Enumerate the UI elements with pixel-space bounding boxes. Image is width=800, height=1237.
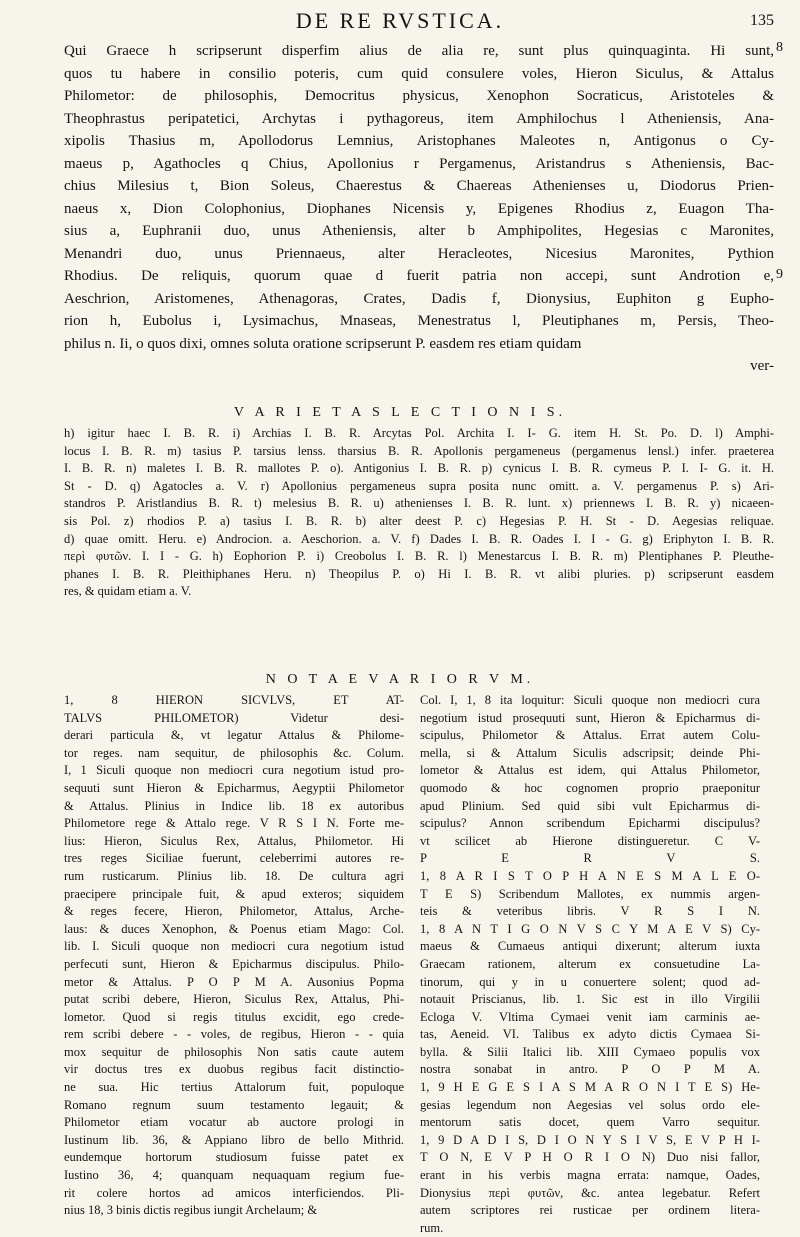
text-line: metor & Attalus. P O P M A. Ausonius Popma bbox=[64, 974, 404, 989]
notes-heading: N O T A E V A R I O R V M. bbox=[265, 672, 535, 687]
text-line: 1, 9 H E G E S I A S M A R O N I T E S) He- bbox=[420, 1080, 760, 1095]
margin-line-number: 8 bbox=[776, 40, 783, 55]
text-line: tinorum, qui y in u conuertere solent; quod ad- bbox=[420, 974, 760, 989]
text-line: rum. bbox=[420, 1220, 444, 1235]
text-line: P E R V S. bbox=[420, 851, 760, 866]
text-line: h) igitur haec I. B. R. i) Archias I. B. R. Arcytas Pol. Archita I. I- G. item H. St. Po. D. l) Amphi- bbox=[64, 426, 774, 440]
text-line: sis Pol. z) rhodios P. a) tasius I. B. R. b) alter deest P. c) Hegesias P. H. St - D. Aegesias reliquae. bbox=[64, 513, 774, 528]
text-line: chius Milesius t, Bion Soleus, Chaerestus & Chaereas Athenienses u, Diodorus Prien- bbox=[64, 178, 774, 194]
text-line: laus: & duces Xenophon, & Poenus etiam Mago: Col. bbox=[64, 921, 404, 936]
text-line: I, 1 Siculi quoque non mediocri cura negotium istud pro- bbox=[64, 763, 404, 778]
text-line: Philometore rege & Attalo rege. V R S I N. Forte me- bbox=[64, 816, 404, 831]
text-line: rit colere hortos ad amicos interficiendos. Pli- bbox=[64, 1185, 404, 1200]
text-line: bylla. & Silii Italici lib. XIII Cymaeo populis vox bbox=[420, 1044, 760, 1059]
text-line: 1, 8 HIERON SICVLVS, ET AT- bbox=[64, 693, 404, 707]
text-line: Ecloga V. Vltima Cymaei venit iam carminis ae- bbox=[420, 1009, 760, 1024]
text-line: lib. I. Siculi quoque non mediocri cura negotium istud bbox=[64, 939, 404, 954]
catchword: ver- bbox=[750, 358, 774, 374]
notes-column-right bbox=[420, 692, 760, 1237]
page-number: 135 bbox=[750, 12, 774, 29]
text-line: xipolis Thasius m, Apollodorus Lemnius, Aristophanes Maleotes n, Antigonus o Cy- bbox=[64, 133, 774, 149]
text-line: T O N, E V P H O R I O N) Duo nisi fallor, bbox=[420, 1150, 760, 1165]
text-line: περὶ φυτῶν. I. I - G. h) Eophorion P. i) Creobolus I. B. R. l) Menestarcus I. B. R. m) Plentiphanes P. Pleuthe- bbox=[64, 549, 774, 564]
text-line: mentorum satis docet, quem Varro sequitur. bbox=[420, 1115, 760, 1130]
text-line: tor reges. nam sequitur, de philosophis &c. Colum. bbox=[64, 745, 404, 760]
text-line: T E S) Scribendum Mallotes, ex nummis argen- bbox=[420, 886, 760, 901]
text-line: phanes I. B. R. Pleithiphanes Heru. n) Theopilus P. o) Hi I. B. R. vt alibi pluries. p) scripserunt easdem bbox=[64, 566, 774, 581]
text-line: sius a, Euphranii duo, unus Atheniensis, alter b Amphipolites, Hegesias c Maronites, bbox=[64, 223, 774, 239]
text-line: lius: Hieron, Siculus Rex, Attalus, Philometor. Hi bbox=[64, 833, 404, 848]
text-line: autem scriptores rei rusticae per ordinem litera- bbox=[420, 1203, 760, 1218]
text-line: lometor. Quod si regis titulus excidit, ego crede- bbox=[64, 1009, 404, 1024]
text-line: 1, 9 D A D I S, D I O N Y S I V S, E V P H I- bbox=[420, 1132, 760, 1147]
text-line: Graecam rationem, alterum ex consuetudine La- bbox=[420, 956, 760, 971]
text-line: gesias legendum non Aegesias vel solus ordo ele- bbox=[420, 1097, 760, 1112]
text-line: ne sua. Hic tertius Attalorum fuit, populoque bbox=[64, 1080, 404, 1095]
text-line: Aeschrion, Aristomenes, Athenagoras, Crates, Dadis f, Dionysius, Euphiton g Eupho- bbox=[64, 290, 774, 307]
text-line: Romano regnum suum testamento legauit; & bbox=[64, 1097, 404, 1112]
running-title: DE RE RVSTICA. bbox=[295, 8, 505, 33]
text-line: nostra sonabat in antro. P O P M A. bbox=[420, 1062, 760, 1077]
text-line: scipulus, Philometor & Attalus. Errat autem Colu- bbox=[420, 728, 760, 743]
text-line: notauit Priscianus, lib. 1. Sic est in illo Virgilii bbox=[420, 992, 760, 1007]
text-line: Theophrastus peripatetici, Archytas i pythagoreus, item Amphilochus l Atheniensis, Ana- bbox=[64, 110, 774, 127]
text-line: philus n. Ii, o quos dixi, omnes soluta oratione scripserunt P. easdem res etiam quidam bbox=[64, 335, 582, 352]
text-line: locus I. B. R. m) tasius P. tarsius lenss. tharsius B. R. Apollonis pergameneus (pergamenus lensl.) infer. praeterea bbox=[64, 443, 774, 458]
text-line: nius 18, 3 binis dictis regibus iungit Archelaum; & bbox=[64, 1203, 318, 1218]
text-line: Iustino 36, 4; quanquam nequaquam regium fue- bbox=[64, 1168, 404, 1183]
text-line: mella, si & Attalum Siculis adscripsit; deinde Phi- bbox=[420, 745, 760, 760]
text-line: maeus p, Agathocles q Chius, Apollonius r Pergamenus, Aristandrus s Atheniensis, Bac- bbox=[64, 155, 774, 172]
text-line: & reges fecere, Hieron, Philometor, Attalus, Arche- bbox=[64, 904, 404, 919]
text-line: putat scribi debere, Hieron, Siculus Rex, Attalus, Phi- bbox=[64, 992, 404, 1007]
text-line: rion h, Eubolus i, Lysimachus, Mnaseas, Menestratus l, Pleutiphanes m, Persis, Theo- bbox=[64, 313, 774, 329]
text-line: sequuti sunt Hieron & Epicharmus, Aegyptii Philometor bbox=[64, 780, 404, 795]
text-line: derari particula &, vt legatur Attalus & Philome- bbox=[64, 728, 404, 743]
text-line: quos tu habere in consilio poteris, cum quid consulere voles, Hieron Siculus, & Attalus bbox=[64, 65, 774, 82]
text-line: erant in his verbis magna errata: namque, Oades, bbox=[420, 1168, 760, 1183]
text-line: eundemque hortorum studiosum fuisse patet ex bbox=[64, 1150, 404, 1165]
text-line: Qui Graece h scripserunt disperfim alius de alia re, sunt plus quinquaginta. Hi sunt, bbox=[64, 43, 774, 59]
running-head bbox=[0, 6, 800, 36]
text-line: rem scribi debere - - voles, de regibus, Hieron - - quia bbox=[64, 1027, 404, 1042]
text-line: Menandri duo, unus Priennaeus, alter Heracleotes, Nicesius Maronites, Pythion bbox=[64, 245, 774, 262]
text-line: naeus x, Dion Colophonius, Diophanes Nicensis y, Epigenes Rhodius z, Euagon Tha- bbox=[64, 200, 774, 217]
text-line: rum rusticarum. Plinius lib. 18. De cultura agri bbox=[64, 868, 404, 883]
text-line: quomodo & hoc cognomen proprio praeponitur bbox=[420, 780, 760, 795]
text-line: Rhodius. De reliquis, quorum quae d fuerit patria non accepi, sunt Androtion e, bbox=[64, 268, 774, 284]
text-line: apud Plinium. Sed quid sibi vult Epicharmus di- bbox=[420, 798, 760, 813]
text-line: I. B. R. n) maletes I. B. R. mallotes P. o). Antigonius I. B. R. p) cynicus I. B. R. cymeus P. I. I- G. it. H. bbox=[64, 461, 774, 476]
text-line: Iustinum lib. 36, & Appiano libro de bello Mithrid. bbox=[64, 1132, 404, 1147]
main-text bbox=[64, 40, 774, 378]
text-line: TALVS PHILOMETOR) Videtur desi- bbox=[64, 710, 404, 725]
margin-line-number: 9 bbox=[776, 267, 783, 282]
variants-heading: V A R I E T A S L E C T I O N I S. bbox=[233, 405, 567, 420]
text-line: tres reges Siciliae fuerunt, celeberrimi autores re- bbox=[64, 851, 404, 866]
text-line: Dionysius περὶ φυτῶν, &c. antea legebatur. Refert bbox=[420, 1185, 760, 1200]
text-line: vt scilicet ab Hierone distingueretur. C V- bbox=[420, 833, 760, 848]
text-line: mox sequitur de philosophis Non satis caute autem bbox=[64, 1044, 404, 1059]
text-line: maeus & Cumaeus antiqui dixerunt; alterum iuxta bbox=[420, 939, 760, 954]
text-line: lometor & Attalus est idem, qui Attalus Philometor, bbox=[420, 763, 760, 778]
text-line: 1, 8 A N T I G O N V S C Y M A E V S) Cy- bbox=[420, 921, 760, 936]
text-line: standros P. Aristlandius B. R. t) melesius B. R. u) athenienses I. B. R. lunt. x) priennews I. B. R. y) nicaeen- bbox=[64, 496, 774, 511]
text-line: Philometor: de philosophis, Democritus physicus, Xenophon Socraticus, Aristoteles & bbox=[64, 88, 774, 104]
text-line: scipulus? Annon scribendum Epicharmi discipulus? bbox=[420, 816, 760, 831]
text-line: Philometor etiam vocatur ab auctore prologi in bbox=[64, 1115, 404, 1130]
text-line: vir doctus tres ex duobus regibus facit distinctio- bbox=[64, 1062, 404, 1077]
text-line: Col. I, 1, 8 ita loquitur: Siculi quoque non mediocri cura bbox=[420, 693, 760, 707]
text-line: 1, 8 A R I S T O P H A N E S M A L E O- bbox=[420, 868, 760, 883]
text-line: teis & veteribus libris. V R S I N. bbox=[420, 904, 760, 919]
text-line: d) quae omitt. Heru. e) Androcion. a. Aeschorion. a. V. f) Dades I. B. R. Oades I. I - G. g) Eriphyton I. B. R. bbox=[64, 531, 774, 546]
text-line: tas, Aeneid. VI. Talibus ex adyto dictis Cymaea Si- bbox=[420, 1027, 760, 1042]
text-line: perfecuti sunt, Hieron & Epicharmus discipulus. Philo- bbox=[64, 956, 404, 971]
variant-readings bbox=[64, 425, 774, 601]
notes-column-left bbox=[64, 692, 404, 1220]
text-line: praecipere principale fuit, & apud exteros; siquidem bbox=[64, 886, 404, 901]
text-line: negotium istud prosequuti sunt, Hieron & Epicharmus di- bbox=[420, 710, 760, 725]
text-line: & Attalus. Plinius in Indice lib. 18 ex autoribus bbox=[64, 798, 404, 813]
text-line: res, & quidam etiam a. V. bbox=[64, 584, 192, 599]
text-line: St - D. q) Agatocles a. V. r) Apollonius pergameneus supra posita nunc omitt. a. V. pergamenus P. s) Ari- bbox=[64, 478, 774, 493]
